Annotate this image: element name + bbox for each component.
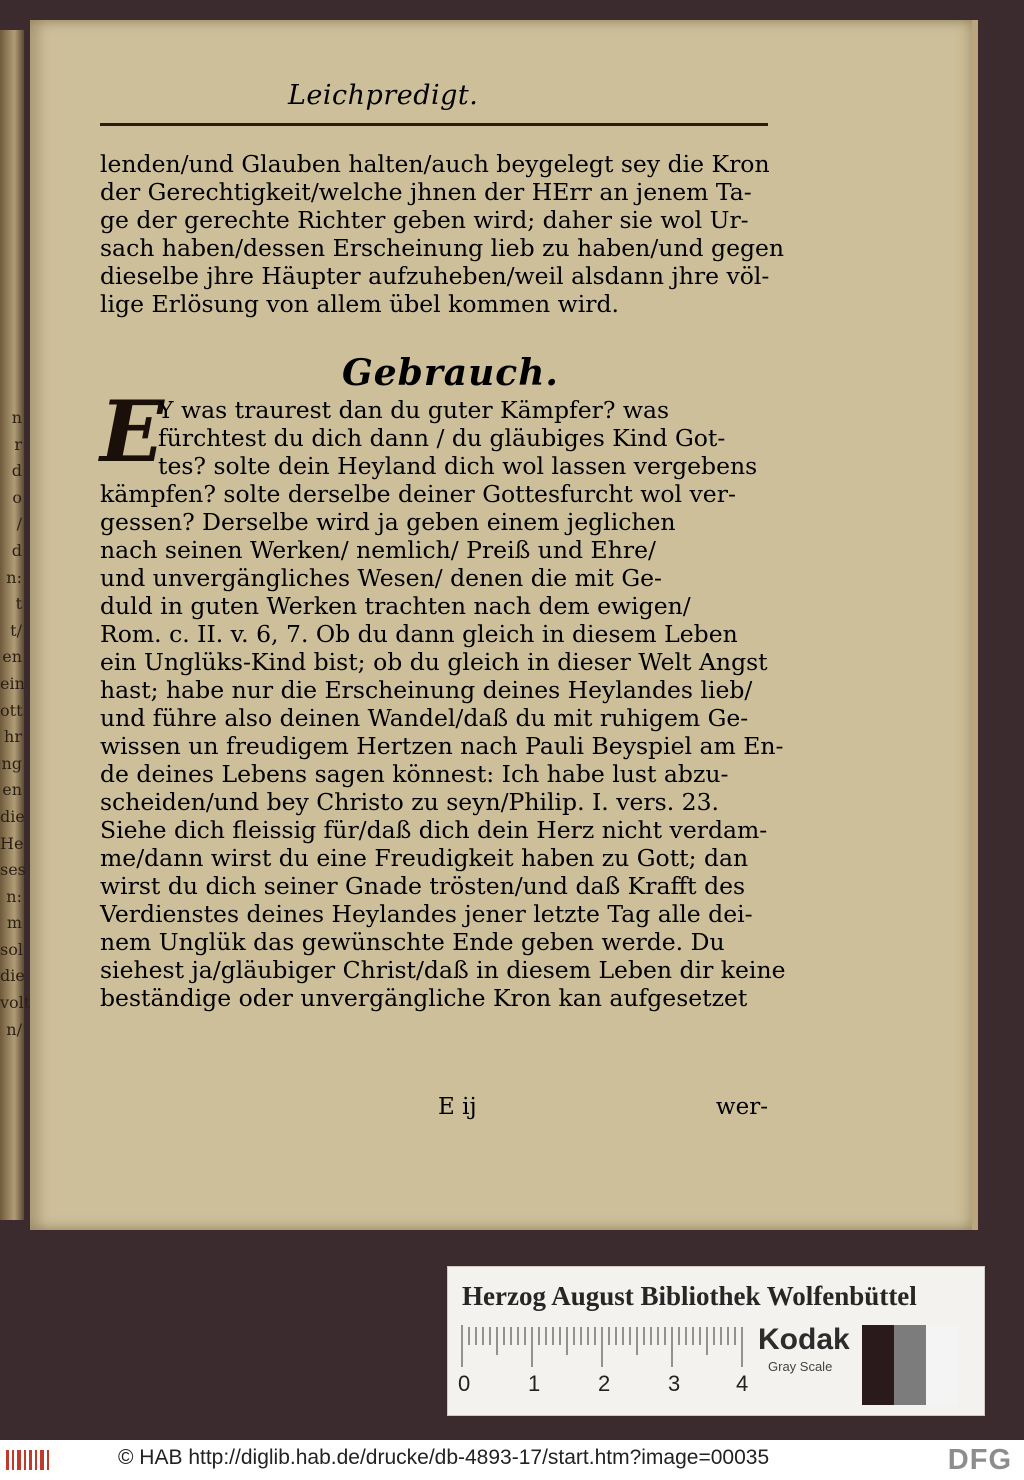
left-page-fragment: n/ xyxy=(6,1019,22,1039)
ruler-label: 2 xyxy=(598,1371,611,1396)
body-paragraph xyxy=(100,396,786,1012)
dfg-logo: DFG xyxy=(947,1444,1012,1476)
text-line: Rom. c. II. v. 6, 7. Ob du dann gleich in diesem Leben xyxy=(100,620,738,648)
text-line: de deines Lebens sagen könnest: Ich habe lust abzu- xyxy=(100,760,729,788)
text-line: tes? solte dein Heyland dich wol lassen vergebens xyxy=(158,452,758,480)
text-line: und unvergängliches Wesen/ denen die mit Ge- xyxy=(100,564,662,592)
text-line: beständige oder unvergängliche Kron kan aufgesetzet xyxy=(100,984,748,1012)
gray-swatch-dark xyxy=(862,1325,894,1405)
left-page-fragment: sol xyxy=(0,939,23,959)
left-page-fragment: n: xyxy=(6,886,22,906)
section-heading: Gebrauch. xyxy=(342,352,559,394)
text-line: Verdienstes deines Heylandes jener letzte Tag alle dei- xyxy=(100,900,753,928)
left-page-fragment: die xyxy=(0,966,25,986)
library-name: Herzog August Bibliothek Wolfenbüttel xyxy=(462,1281,917,1311)
left-page-fragment: t xyxy=(15,594,22,614)
drop-cap: E xyxy=(100,382,165,481)
catchword: wer- xyxy=(715,1094,768,1120)
text-line: dieselbe jhre Häupter aufzuheben/weil alsdann jhre völ- xyxy=(100,262,770,290)
left-page-fragment: / xyxy=(16,514,22,534)
left-page-fragment: m xyxy=(6,913,22,933)
text-line: ein Unglüks-Kind bist; ob du gleich in dieser Welt Angst xyxy=(100,648,768,676)
ruler-label: 3 xyxy=(668,1371,681,1396)
header-rule xyxy=(100,123,768,126)
text-line: Y was traurest dan du guter Kämpfer? was xyxy=(158,396,670,424)
left-page-fragment: ein xyxy=(0,673,25,693)
page-footer-line xyxy=(100,1094,768,1124)
text-line: me/dann wirst du eine Freudigkeit haben zu Gott; dan xyxy=(100,844,749,872)
running-head: Leichpredigt. xyxy=(288,80,479,111)
left-page-fragment: en xyxy=(2,780,22,800)
colour-target-card xyxy=(447,1266,985,1416)
text-line: duld in guten Werken trachten nach dem ewigen/ xyxy=(100,592,691,620)
gray-scale-label: Gray Scale xyxy=(768,1359,833,1374)
left-page-fragment: t/ xyxy=(10,620,22,640)
left-page-fragment: r xyxy=(14,434,22,454)
text-line: nach seinen Werken/ nemlich/ Preiß und Ehre/ xyxy=(100,536,656,564)
left-page-fragment: ng xyxy=(1,753,22,773)
text-line: hast; habe nur die Erscheinung deines Heylandes lieb/ xyxy=(100,676,753,704)
ruler-scale xyxy=(462,1325,742,1367)
left-page-fragment: ott xyxy=(0,700,23,720)
left-page-fragment: die xyxy=(0,806,25,826)
text-line: gessen? Derselbe wird ja geben einem jeglichen xyxy=(100,508,676,536)
copyright-link[interactable]: © HAB http://diglib.hab.de/drucke/db-4893-17/start.htm?image=00035 xyxy=(118,1446,770,1469)
text-line: Siehe dich fleissig für/daß dich dein Herz nicht verdam- xyxy=(100,816,768,844)
gray-swatch-light xyxy=(926,1325,958,1405)
text-line: sach haben/dessen Erscheinung lieb zu haben/und gegen xyxy=(100,234,785,262)
left-page-fragment: d xyxy=(11,461,22,481)
text-line: wirst du dich seiner Gnade trösten/und daß Krafft des xyxy=(100,872,746,900)
text-line: ge der gerechte Richter geben wird; daher sie wol Ur- xyxy=(100,206,749,234)
left-page-fragment: o xyxy=(12,487,22,507)
left-page-fragment: hr xyxy=(4,727,22,747)
text-line: der Gerechtigkeit/welche jhnen der HErr an jenem Ta- xyxy=(100,178,752,206)
text-line: fürchtest du dich dann / du gläubiges Kind Got- xyxy=(158,424,726,452)
left-page-fragment: ses xyxy=(0,860,26,880)
left-page-fragment: He xyxy=(0,833,24,853)
left-page-fragment: en xyxy=(2,647,22,667)
left-page-edge xyxy=(0,30,31,1220)
ruler-labels xyxy=(458,1371,748,1397)
gray-swatch-mid xyxy=(894,1325,926,1405)
kodak-brand: Kodak xyxy=(758,1323,850,1356)
left-page-fragment: n: xyxy=(6,567,22,587)
signature-mark: E ij xyxy=(438,1094,477,1120)
left-page-fragment: n xyxy=(11,408,22,427)
text-line: lige Erlösung von allem übel kommen wird. xyxy=(100,290,619,318)
footer-bar xyxy=(0,1440,1024,1480)
barcode-logo-icon xyxy=(6,1448,50,1472)
text-line: scheiden/und bey Christo zu seyn/Philip. I. vers. 23. xyxy=(100,788,720,816)
text-line: siehest ja/gläubiger Christ/daß in diesem Leben dir keine xyxy=(100,956,786,984)
text-line: nem Unglük das gewünschte Ende geben werde. Du xyxy=(100,928,725,956)
text-line: kämpfen? solte derselbe deiner Gottesfurcht wol ver- xyxy=(100,480,736,508)
page-edge xyxy=(972,20,978,1230)
ruler-label: 0 xyxy=(458,1371,471,1396)
ruler-label: 1 xyxy=(528,1371,541,1396)
text-line: lenden/und Glauben halten/auch beygelegt sey die Kron xyxy=(100,150,770,178)
left-page-fragment: volt xyxy=(0,993,31,1013)
intro-paragraph xyxy=(100,150,785,318)
text-line: wissen un freudigem Hertzen nach Pauli Beyspiel am En- xyxy=(100,732,784,760)
text-line: und führe also deinen Wandel/daß du mit ruhigem Ge- xyxy=(100,704,749,732)
left-page-text-fragments xyxy=(0,405,31,1043)
left-page-fragment: d xyxy=(11,540,22,560)
ruler-label: 4 xyxy=(736,1371,749,1396)
